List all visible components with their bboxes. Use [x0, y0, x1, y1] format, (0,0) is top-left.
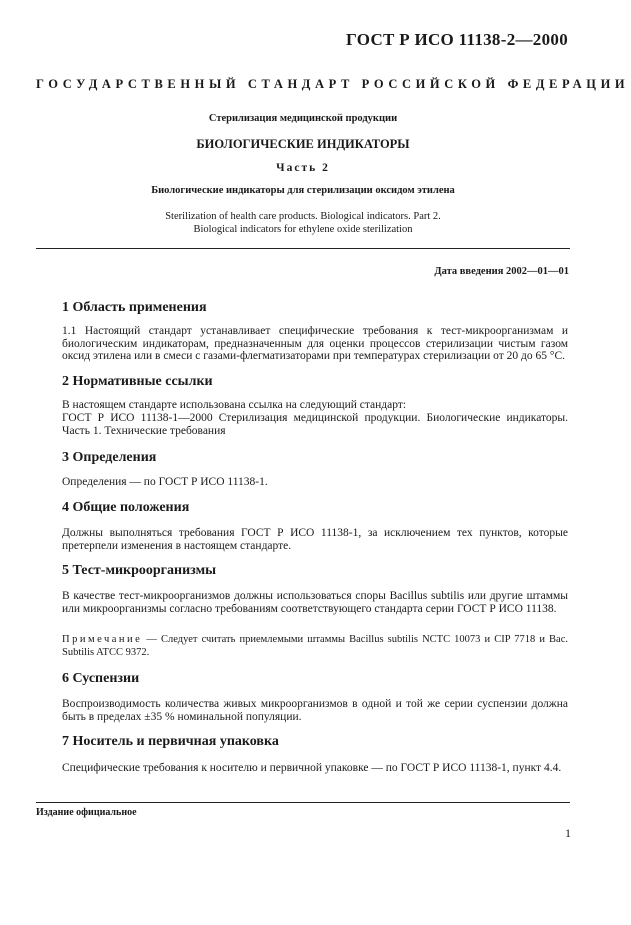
english-title-line-2: Biological indicators for ethylene oxide sterilization	[193, 224, 413, 235]
section-heading: 3 Определения	[62, 450, 157, 465]
document-subtitle: Биологические индикаторы для стерилизации оксидом этилена	[151, 185, 455, 196]
english-title-line-1: Sterilization of health care products. Biological indicators. Part 2.	[165, 211, 441, 222]
section-heading: 2 Нормативные ссылки	[62, 374, 213, 389]
edition-label: Издание официальное	[36, 807, 137, 818]
part-label: Часть 2	[276, 162, 330, 174]
section-paragraph: ГОСТ Р ИСО 11138-1—2000 Стерилизация медицинской продукции. Биологические индикаторы. Часть 1. Технические требования	[62, 412, 568, 437]
section-paragraph: 1.1 Настоящий стандарт устанавливает специфические требования к тест-микроорганизмам и биологическим индикаторам, предназначенным для оценки процессов стерилизации чистым газом оксид этилена или в смеси с газами-флегматизаторами при температурах стерилизации от 20 до 65 °С.	[62, 325, 568, 362]
state-standard-heading: ГОСУДАРСТВЕННЫЙ СТАНДАРТ РОССИЙСКОЙ ФЕДЕРАЦИИ	[36, 77, 630, 91]
section-paragraph: В качестве тест-микроорганизмов должны использоваться споры Bacillus subtilis или другие штаммы или микроорганизмы согласно требованиям соответствующего стандарта серии ГОСТ Р ИСО 11138.	[62, 590, 568, 615]
section-heading: 7 Носитель и первичная упаковка	[62, 734, 279, 749]
document-title: БИОЛОГИЧЕСКИЕ ИНДИКАТОРЫ	[196, 137, 410, 151]
title-divider	[36, 248, 570, 249]
section-heading: 6 Суспензии	[62, 671, 140, 686]
section-paragraph: Специфические требования к носителю и первичной упаковке — по ГОСТ Р ИСО 11138-1, пункт 4.4.	[62, 762, 562, 774]
section-heading: 1 Область применения	[62, 300, 207, 315]
footer-divider	[36, 802, 570, 803]
section-note	[62, 633, 568, 659]
note-label: Примечание	[62, 634, 143, 645]
effective-date: Дата введения 2002—01—01	[434, 266, 569, 277]
note-text: — Следует считать приемлемыми штаммы Bacillus subtilis NCTC 10073 и CIP 7718 и Bac. Subtilis ATCC 9372.	[62, 634, 568, 658]
page-number: 1	[565, 826, 571, 840]
section-heading: 5 Тест-микроорганизмы	[62, 563, 217, 578]
section-paragraph: В настоящем стандарте использована ссылка на следующий стандарт:	[62, 399, 407, 411]
section-paragraph: Воспроизводимость количества живых микроорганизмов в одной и той же серии суспензии должна быть в пределах ±35 % номинальной популяции.	[62, 698, 568, 723]
series-title: Стерилизация медицинской продукции	[208, 113, 398, 124]
document-number: ГОСТ Р ИСО 11138-2—2000	[346, 30, 568, 49]
section-paragraph: Определения — по ГОСТ Р ИСО 11138-1.	[62, 476, 268, 488]
section-heading: 4 Общие положения	[62, 500, 190, 515]
section-paragraph: Должны выполняться требования ГОСТ Р ИСО 11138-1, за исключением тех пунктов, которые претерпели изменения в настоящем стандарте.	[62, 527, 568, 552]
